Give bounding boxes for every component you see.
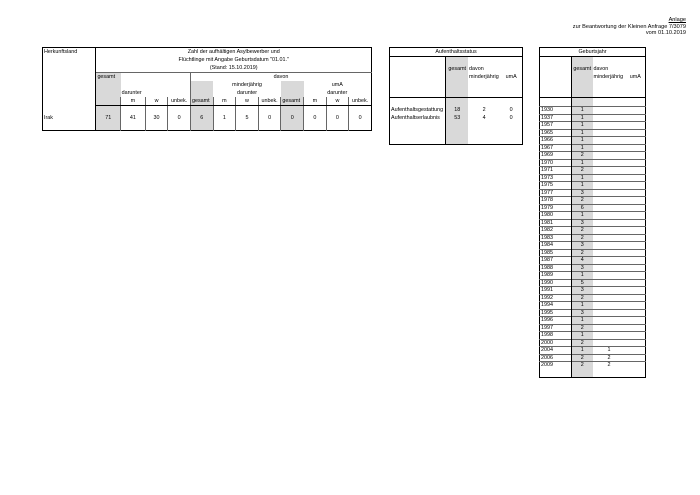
year-minder: 2 bbox=[593, 354, 626, 362]
year-uma bbox=[626, 287, 646, 295]
year-gesamt: 3 bbox=[572, 242, 593, 250]
header-darunter-3: darunter bbox=[327, 89, 348, 96]
year-uma bbox=[626, 204, 646, 212]
year-gesamt: 1 bbox=[572, 347, 593, 355]
year-minder bbox=[593, 242, 626, 250]
table-row bbox=[540, 332, 646, 340]
table2-header-uma: umA bbox=[505, 73, 517, 80]
birth-year-table bbox=[539, 47, 646, 378]
table-row bbox=[540, 249, 646, 257]
status-label: Aufenthaltsgestattung bbox=[390, 106, 446, 114]
year-cell: 1992 bbox=[540, 294, 572, 302]
year-gesamt: 1 bbox=[572, 159, 593, 167]
header-davon: davon bbox=[190, 73, 371, 82]
year-cell: 1980 bbox=[540, 212, 572, 220]
table-row bbox=[540, 204, 646, 212]
col-unbek-2: unbek. bbox=[258, 97, 281, 106]
table3-header-minderjaehrig: minderjährig bbox=[593, 73, 624, 80]
year-uma bbox=[626, 212, 646, 220]
year-minder bbox=[593, 234, 626, 242]
table-row bbox=[540, 279, 646, 287]
header-darunter-2: darunter bbox=[236, 89, 258, 96]
year-cell: 1970 bbox=[540, 159, 572, 167]
year-gesamt: 2 bbox=[572, 152, 593, 160]
year-gesamt: 2 bbox=[572, 324, 593, 332]
residence-status-table bbox=[389, 47, 523, 145]
header-line3: vom 01.10.2019 bbox=[645, 30, 686, 37]
year-cell: 1985 bbox=[540, 249, 572, 257]
year-cell: 1930 bbox=[540, 107, 572, 115]
value-cell: 0 bbox=[258, 114, 281, 122]
year-gesamt: 1 bbox=[572, 122, 593, 130]
table-row bbox=[540, 227, 646, 235]
table2-title: Aufenthaltsstatus bbox=[390, 48, 523, 57]
year-minder bbox=[593, 227, 626, 235]
year-minder bbox=[593, 182, 626, 190]
year-cell: 1982 bbox=[540, 227, 572, 235]
table1-title-3: (Stand: 15.10.2019) bbox=[209, 64, 258, 71]
year-cell: 1990 bbox=[540, 279, 572, 287]
year-gesamt: 1 bbox=[572, 129, 593, 137]
table-row bbox=[540, 137, 646, 145]
year-minder bbox=[593, 152, 626, 160]
year-uma bbox=[626, 242, 646, 250]
table-row bbox=[540, 167, 646, 175]
year-uma bbox=[626, 294, 646, 302]
year-gesamt: 3 bbox=[572, 264, 593, 272]
year-cell: 1983 bbox=[540, 234, 572, 242]
year-gesamt: 1 bbox=[572, 144, 593, 152]
birth-year-rows bbox=[540, 107, 646, 369]
table-row bbox=[540, 272, 646, 280]
document-header bbox=[573, 17, 686, 37]
year-cell: 1989 bbox=[540, 272, 572, 280]
year-uma bbox=[626, 354, 646, 362]
asylum-count-table bbox=[42, 47, 372, 131]
year-minder bbox=[593, 302, 626, 310]
year-minder bbox=[593, 332, 626, 340]
year-gesamt: 2 bbox=[572, 249, 593, 257]
year-minder: 2 bbox=[593, 362, 626, 369]
value-cell: 30 bbox=[145, 114, 168, 122]
year-uma bbox=[626, 339, 646, 347]
year-uma bbox=[626, 309, 646, 317]
col-w-3: w bbox=[326, 97, 349, 106]
year-cell: 1971 bbox=[540, 167, 572, 175]
table-row bbox=[540, 294, 646, 302]
year-minder bbox=[593, 324, 626, 332]
year-minder bbox=[593, 174, 626, 182]
header-darunter-1: darunter bbox=[121, 89, 142, 96]
year-uma bbox=[626, 197, 646, 205]
table-row bbox=[540, 114, 646, 122]
year-minder bbox=[593, 129, 626, 137]
year-cell: 1984 bbox=[540, 242, 572, 250]
year-cell: 1978 bbox=[540, 197, 572, 205]
year-uma bbox=[626, 114, 646, 122]
col-gesamt-3: gesamt bbox=[281, 97, 304, 106]
table-row bbox=[540, 197, 646, 205]
table-row bbox=[540, 159, 646, 167]
year-cell: 1987 bbox=[540, 257, 572, 265]
year-uma bbox=[626, 129, 646, 137]
col-w-2: w bbox=[236, 97, 259, 106]
year-uma bbox=[626, 264, 646, 272]
value-cell: 0 bbox=[281, 114, 304, 122]
year-minder bbox=[593, 189, 626, 197]
year-uma bbox=[626, 189, 646, 197]
year-gesamt: 2 bbox=[572, 234, 593, 242]
year-uma bbox=[626, 257, 646, 265]
year-cell: 1977 bbox=[540, 189, 572, 197]
year-uma bbox=[626, 159, 646, 167]
table-row bbox=[540, 347, 646, 355]
table-row bbox=[540, 264, 646, 272]
year-minder bbox=[593, 197, 626, 205]
year-uma bbox=[626, 182, 646, 190]
table3-title: Geburtsjahr bbox=[540, 48, 646, 57]
table-row bbox=[540, 107, 646, 115]
value-cell: 0 bbox=[304, 114, 327, 122]
year-uma bbox=[626, 227, 646, 235]
year-uma bbox=[626, 362, 646, 369]
year-minder bbox=[593, 287, 626, 295]
status-uma: 0 bbox=[509, 114, 513, 121]
year-gesamt: 1 bbox=[572, 212, 593, 220]
year-minder bbox=[593, 159, 626, 167]
table3-header-uma: umA bbox=[629, 73, 641, 80]
year-gesamt: 1 bbox=[572, 302, 593, 310]
table-row bbox=[390, 114, 523, 122]
value-cell: 71 bbox=[96, 114, 121, 122]
table3-header-davon: davon bbox=[593, 65, 609, 72]
year-uma bbox=[626, 234, 646, 242]
table2-header-gesamt: gesamt bbox=[446, 65, 468, 73]
year-uma bbox=[626, 332, 646, 340]
col-unbek-1: unbek. bbox=[168, 97, 191, 106]
table-row bbox=[540, 122, 646, 130]
year-gesamt: 5 bbox=[572, 279, 593, 287]
year-uma bbox=[626, 122, 646, 130]
value-cell: 0 bbox=[326, 114, 349, 122]
year-minder bbox=[593, 257, 626, 265]
year-cell: 2004 bbox=[540, 347, 572, 355]
table-row bbox=[540, 317, 646, 325]
year-minder bbox=[593, 294, 626, 302]
year-minder bbox=[593, 137, 626, 145]
table-row bbox=[540, 354, 646, 362]
value-cell: 6 bbox=[190, 114, 213, 122]
year-cell: 2006 bbox=[540, 354, 572, 362]
status-gesamt: 18 bbox=[446, 106, 468, 114]
year-gesamt: 1 bbox=[572, 272, 593, 280]
year-minder bbox=[593, 272, 626, 280]
year-uma bbox=[626, 167, 646, 175]
value-cell: 41 bbox=[121, 114, 146, 122]
table-row bbox=[540, 129, 646, 137]
year-uma bbox=[626, 279, 646, 287]
status-minder: 2 bbox=[482, 106, 486, 113]
year-cell: 1998 bbox=[540, 332, 572, 340]
year-minder bbox=[593, 264, 626, 272]
year-uma bbox=[626, 152, 646, 160]
year-minder bbox=[593, 339, 626, 347]
year-cell: 1967 bbox=[540, 144, 572, 152]
table2-header-davon: davon bbox=[469, 65, 484, 72]
col-unbek-3: unbek. bbox=[349, 97, 372, 106]
year-gesamt: 2 bbox=[572, 227, 593, 235]
year-uma bbox=[626, 272, 646, 280]
table-row bbox=[540, 362, 646, 369]
value-cell: 5 bbox=[236, 114, 259, 122]
year-gesamt: 2 bbox=[572, 339, 593, 347]
year-uma bbox=[626, 137, 646, 145]
year-gesamt: 1 bbox=[572, 174, 593, 182]
year-cell: 1965 bbox=[540, 129, 572, 137]
year-uma bbox=[626, 144, 646, 152]
table-row bbox=[540, 234, 646, 242]
year-cell: 1966 bbox=[540, 137, 572, 145]
year-gesamt: 2 bbox=[572, 167, 593, 175]
year-minder bbox=[593, 204, 626, 212]
year-minder bbox=[593, 122, 626, 130]
table-row bbox=[540, 189, 646, 197]
header-gesamt: gesamt bbox=[96, 73, 121, 82]
year-uma bbox=[626, 347, 646, 355]
year-cell: 2009 bbox=[540, 362, 572, 369]
value-cell: 0 bbox=[349, 114, 372, 122]
table-row bbox=[540, 309, 646, 317]
table1-title-2: Flüchtlinge mit Angabe Geburtsdatum "01.01." bbox=[178, 56, 289, 63]
year-cell: 1937 bbox=[540, 114, 572, 122]
year-minder bbox=[593, 279, 626, 287]
year-uma bbox=[626, 302, 646, 310]
year-minder bbox=[593, 167, 626, 175]
year-uma bbox=[626, 174, 646, 182]
year-cell: 1997 bbox=[540, 324, 572, 332]
header-line2: zur Beantwortung der Kleinen Anfrage 7/3079 bbox=[572, 23, 686, 30]
year-gesamt: 1 bbox=[572, 317, 593, 325]
year-cell: 1979 bbox=[540, 204, 572, 212]
table3-header-gesamt: gesamt bbox=[573, 65, 592, 72]
row-country: Irak bbox=[43, 114, 96, 122]
year-minder bbox=[593, 212, 626, 220]
year-gesamt: 1 bbox=[572, 332, 593, 340]
year-uma bbox=[626, 107, 646, 115]
year-cell: 1996 bbox=[540, 317, 572, 325]
year-minder bbox=[593, 107, 626, 115]
year-gesamt: 1 bbox=[572, 182, 593, 190]
col-w-1: w bbox=[145, 97, 168, 106]
year-gesamt: 2 bbox=[572, 294, 593, 302]
table-row bbox=[540, 324, 646, 332]
col-gesamt-2: gesamt bbox=[190, 97, 213, 106]
col-m-2: m bbox=[213, 97, 236, 106]
table-row bbox=[43, 114, 372, 122]
table-row bbox=[540, 144, 646, 152]
table-row bbox=[540, 242, 646, 250]
year-cell: 1988 bbox=[540, 264, 572, 272]
status-minder: 4 bbox=[482, 114, 486, 121]
year-cell: 1991 bbox=[540, 287, 572, 295]
table-row bbox=[540, 212, 646, 220]
year-gesamt: 3 bbox=[572, 309, 593, 317]
year-minder bbox=[593, 249, 626, 257]
status-gesamt: 53 bbox=[446, 114, 468, 122]
year-gesamt: 6 bbox=[572, 204, 593, 212]
status-label: Aufenthaltserlaubnis bbox=[390, 114, 446, 122]
year-minder bbox=[593, 114, 626, 122]
value-cell: 0 bbox=[168, 114, 191, 122]
year-uma bbox=[626, 317, 646, 325]
year-cell: 1994 bbox=[540, 302, 572, 310]
year-minder bbox=[593, 309, 626, 317]
table-row bbox=[540, 257, 646, 265]
year-cell: 1995 bbox=[540, 309, 572, 317]
header-country: Herkunftsland bbox=[43, 48, 96, 57]
table-row bbox=[540, 287, 646, 295]
year-gesamt: 2 bbox=[572, 354, 593, 362]
year-gesamt: 1 bbox=[572, 114, 593, 122]
year-uma bbox=[626, 249, 646, 257]
header-title: Anlage bbox=[668, 17, 686, 23]
year-minder bbox=[593, 144, 626, 152]
table-row bbox=[540, 302, 646, 310]
year-gesamt: 4 bbox=[572, 257, 593, 265]
table1-title-1: Zahl der aufhältigen Asylbewerber und bbox=[187, 48, 280, 55]
year-gesamt: 2 bbox=[572, 362, 593, 369]
year-gesamt: 2 bbox=[572, 197, 593, 205]
year-gesamt: 1 bbox=[572, 107, 593, 115]
header-uma: umA bbox=[331, 81, 343, 88]
table-row bbox=[540, 339, 646, 347]
year-cell: 1969 bbox=[540, 152, 572, 160]
year-cell: 1973 bbox=[540, 174, 572, 182]
table-row bbox=[540, 219, 646, 227]
year-gesamt: 1 bbox=[572, 137, 593, 145]
year-gesamt: 3 bbox=[572, 219, 593, 227]
table2-header-minderjaehrig: minderjährig bbox=[469, 73, 499, 80]
col-m-1: m bbox=[121, 97, 146, 106]
year-cell: 1981 bbox=[540, 219, 572, 227]
year-uma bbox=[626, 219, 646, 227]
col-m-3: m bbox=[304, 97, 327, 106]
year-cell: 1957 bbox=[540, 122, 572, 130]
table-row bbox=[540, 182, 646, 190]
year-cell: 2000 bbox=[540, 339, 572, 347]
year-gesamt: 3 bbox=[572, 287, 593, 295]
value-cell: 1 bbox=[213, 114, 236, 122]
table-row bbox=[540, 174, 646, 182]
year-gesamt: 3 bbox=[572, 189, 593, 197]
status-uma: 0 bbox=[509, 106, 513, 113]
table-row bbox=[390, 106, 523, 114]
year-uma bbox=[626, 324, 646, 332]
year-minder bbox=[593, 317, 626, 325]
year-minder bbox=[593, 219, 626, 227]
year-cell: 1975 bbox=[540, 182, 572, 190]
table-row bbox=[540, 152, 646, 160]
year-minder: 1 bbox=[593, 347, 626, 355]
header-minderjaehrig: minderjährig bbox=[232, 81, 262, 88]
